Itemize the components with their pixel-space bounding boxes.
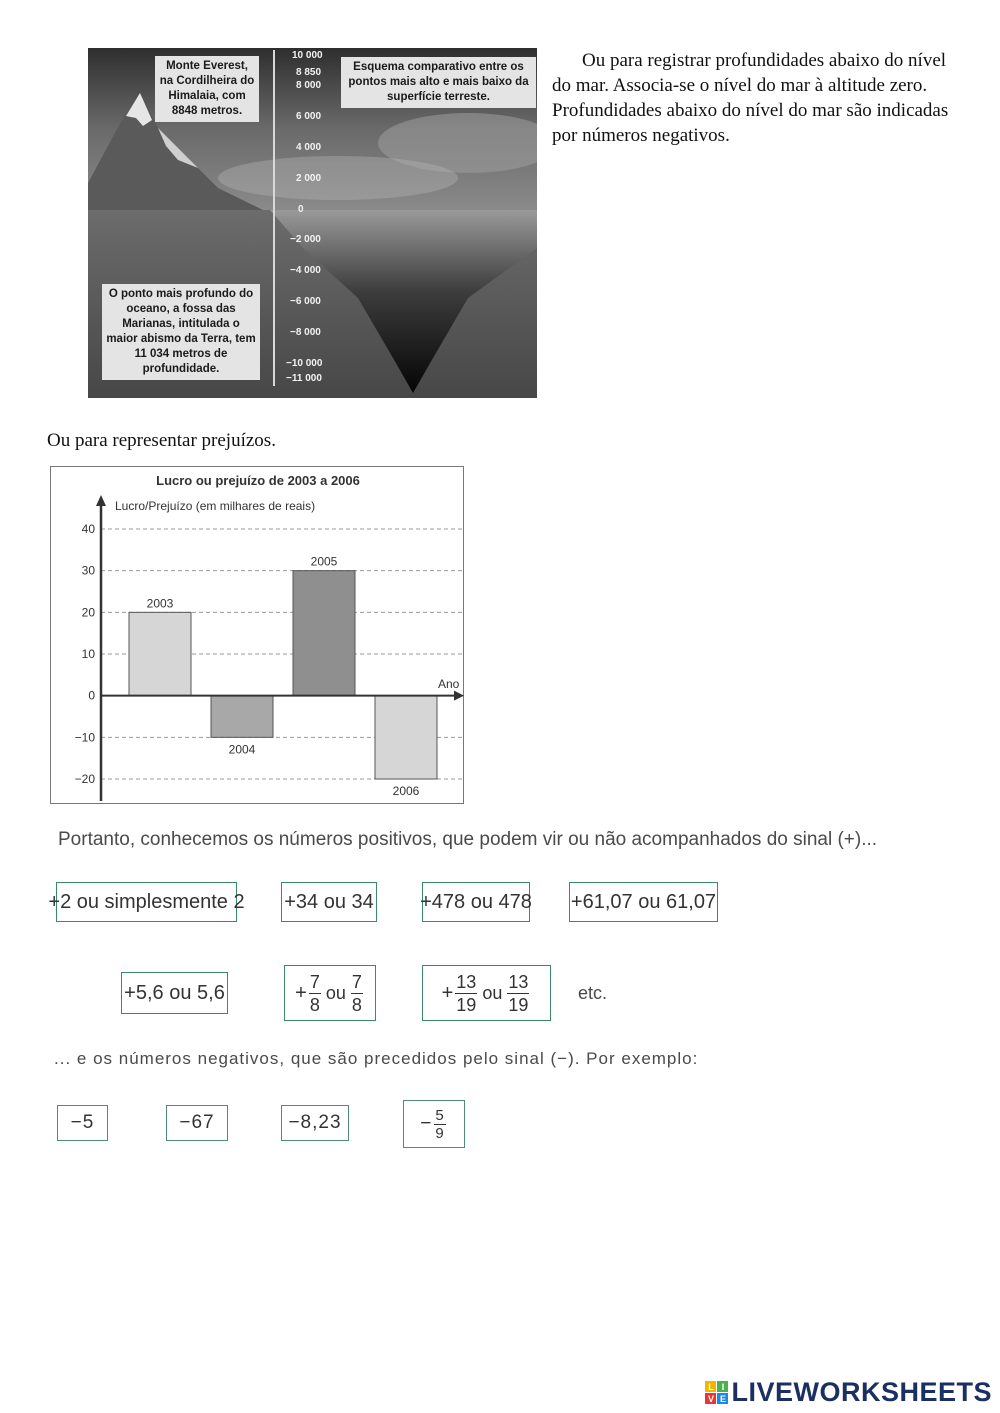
fraction-conjunction: ou [482,982,503,1003]
fraction-sign: + [441,981,454,1004]
figure-title-box: Esquema comparativo entre os pontos mais alto e mais baixo da superfície terreste. [341,57,536,108]
bar [211,696,273,738]
depth-paragraph: Ou para registrar profundidades abaixo do nível do mar. Associa-se o nível do mar à altitude zero. Profundidades abaixo do nível do mar são indicadas por números negativos. [552,50,949,146]
negative-example-box: −8,23 [281,1105,349,1141]
bar-category-label: 2004 [228,742,256,757]
fraction-numerator: 7 [351,971,362,992]
liveworksheets-logo [705,1377,992,1408]
trench-label: O ponto mais profundo do oceano, a fossa das Marianas, intitulada o maior abismo da Terra, tem 11 034 metros de profundidade. [102,284,260,380]
y-tick-label: −10 [74,730,95,745]
fraction-denominator: 9 [435,1124,445,1142]
fraction-denominator: 19 [508,994,529,1015]
fraction-denominator: 8 [351,994,362,1015]
fraction-sign: − [420,1113,433,1134]
loss-paragraph: Ou para representar prejuízos. [47,430,276,451]
chart-canvas [51,467,465,805]
fraction-example-box [284,965,376,1021]
altitude-depth-figure [88,48,537,398]
positive-example-box: +34 ou 34 [281,882,377,922]
positive-example-box: +61,07 ou 61,07 [569,882,718,922]
bar-category-label: 2003 [146,596,174,611]
y-tick-label: 0 [88,688,95,703]
scale-tick: 0 [298,204,304,215]
fraction-denominator: 8 [309,994,320,1015]
scale-tick: −6 000 [290,296,321,307]
scale-tick: −11 000 [286,373,322,384]
etc-text: etc. [578,983,608,1003]
fraction-sign: + [295,981,307,1004]
bar-category-label: 2005 [310,554,338,569]
positive-example-box: +2 ou simplesmente 2 [56,882,237,922]
y-tick-label: 10 [81,647,95,661]
x-axis-arrow [454,691,464,701]
fraction-numerator: 13 [456,971,477,992]
fraction [351,971,363,1016]
bar [375,696,437,779]
fraction [434,1107,445,1142]
logo-wordmark: LIVEWORKSHEETS [731,1377,992,1407]
scale-tick: 10 000 [292,50,323,61]
scale-tick: 8 000 [296,80,322,91]
scale-tick: 8 850 [296,67,322,78]
bar [293,571,355,696]
chart-xlabel: Ano [438,677,460,691]
negatives-intro: ... e os números negativos, que são precedidos pelo sinal (−). Por exemplo: [54,1049,699,1068]
negative-example-box: −5 [57,1105,108,1141]
y-tick-label: 40 [81,522,95,536]
y-tick-label: 30 [81,563,95,578]
positive-example-box: +478 ou 478 [422,882,530,922]
bars [129,555,437,798]
scale-tick: −8 000 [290,327,321,338]
scale-tick: −2 000 [290,234,321,245]
y-tick-label: −20 [74,772,95,786]
y-axis-arrow [96,495,106,506]
chart-title: Lucro ou prejuízo de 2003 a 2006 [156,473,360,488]
negative-example-box: −67 [166,1105,228,1141]
fraction [507,971,529,1016]
negative-fraction-box [403,1100,465,1148]
fraction-example-box [422,965,551,1021]
fraction-numerator: 13 [508,971,529,992]
fraction-denominator: 19 [456,994,477,1015]
scale-tick: 2 000 [296,173,322,184]
scale-tick: 6 000 [296,111,322,122]
y-tick-label: 20 [81,605,95,620]
bar [129,612,191,695]
scale-tick: −4 000 [290,265,321,276]
everest-label: Monte Everest, na Cordilheira do Himalaia, com 8848 metros. [155,56,259,122]
fraction [455,971,477,1016]
bar-category-label: 2006 [392,784,420,798]
scale-tick: 4 000 [296,142,322,153]
scale-tick: −10 000 [286,358,323,369]
positives-intro: Portanto, conhecemos os números positivos, que podem vir ou não acompanhados do sinal (+)... [58,829,878,850]
fraction-numerator: 7 [309,971,320,992]
profit-loss-chart [50,466,464,804]
fraction [309,971,321,1016]
logo-icon: L I V E [705,1381,728,1404]
chart-ylabel: Lucro/Prejuízo (em milhares de reais) [115,499,316,513]
fraction-numerator: 5 [435,1106,445,1124]
positive-example-box: +5,6 ou 5,6 [121,972,228,1014]
fraction-conjunction: ou [325,982,346,1003]
